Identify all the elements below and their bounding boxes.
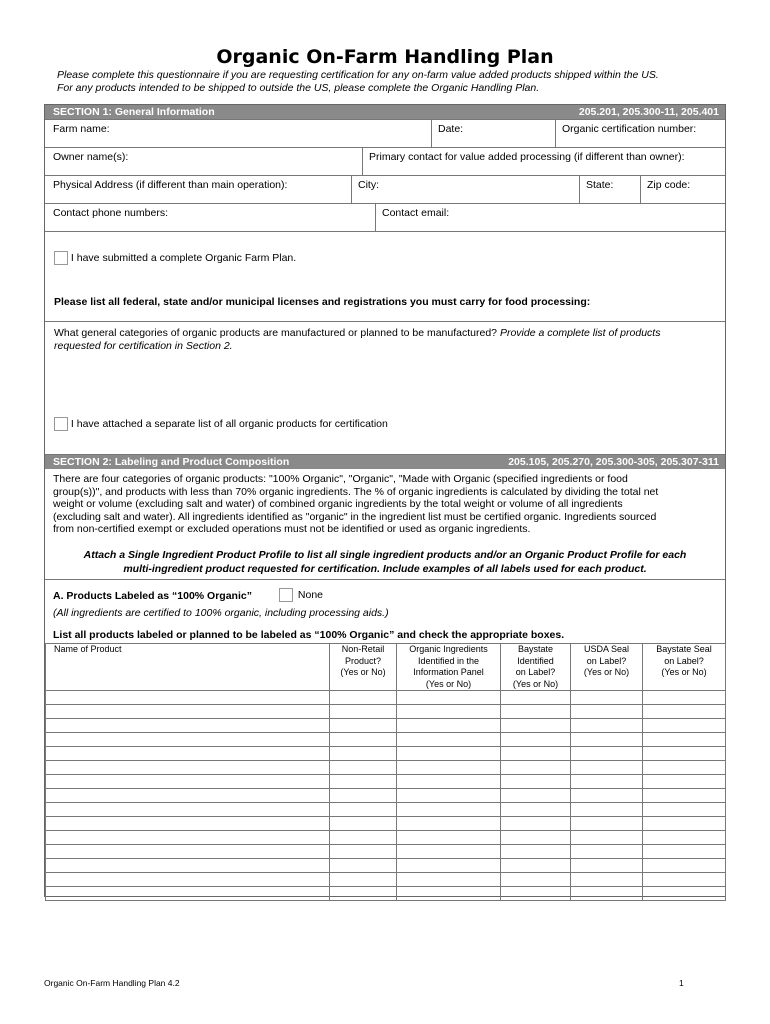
col-baystate-seal: Baystate Seal on Label? (Yes or No) [643, 644, 726, 691]
table-cell[interactable] [397, 691, 501, 705]
table-cell[interactable] [397, 747, 501, 761]
table-row [46, 705, 726, 719]
physical-address-field[interactable]: Physical Address (if different than main operation): [53, 179, 288, 191]
table-cell[interactable] [397, 859, 501, 873]
table-row [46, 719, 726, 733]
separate-list-checkbox[interactable] [54, 417, 68, 431]
table-cell[interactable] [571, 789, 643, 803]
row-address [45, 175, 725, 203]
table-cell[interactable] [501, 831, 571, 845]
table-cell[interactable] [330, 761, 397, 775]
table-cell[interactable] [330, 775, 397, 789]
table-cell[interactable] [571, 775, 643, 789]
section1-title: SECTION 1: General Information [53, 106, 215, 118]
intro-line-1: Please complete this questionnaire if you are requesting certification for any on-farm value added products shipped within the US. [57, 69, 659, 81]
table-row [46, 691, 726, 705]
table-row [46, 733, 726, 747]
table-cell[interactable] [46, 789, 330, 803]
table-row [46, 761, 726, 775]
row-owner [45, 147, 725, 175]
table-cell[interactable] [571, 803, 643, 817]
email-cell[interactable] [375, 204, 725, 231]
table-cell[interactable] [643, 775, 726, 789]
part-a-note: (All ingredients are certified to 100% organic, including processing aids.) [53, 607, 389, 619]
table-cell[interactable] [330, 719, 397, 733]
table-cell[interactable] [330, 705, 397, 719]
table-cell[interactable] [643, 873, 726, 887]
table-cell[interactable] [46, 719, 330, 733]
city-label: City: [358, 179, 379, 191]
table-cell[interactable] [571, 873, 643, 887]
section2-header [45, 454, 725, 469]
para-line-2: group(s))", and products with less than 70% organic ingredients. The % of organic ingredients is calculated by dividing the total net [53, 485, 659, 498]
section2-title: SECTION 2: Labeling and Product Composition [53, 456, 290, 468]
table-cell[interactable] [501, 733, 571, 747]
table-row [46, 775, 726, 789]
table-cell[interactable] [571, 733, 643, 747]
col-usda-seal: USDA Seal on Label? (Yes or No) [571, 644, 643, 691]
row-licenses [45, 231, 725, 321]
table-cell[interactable] [501, 845, 571, 859]
table-cell[interactable] [571, 719, 643, 733]
attach-instructions [45, 548, 725, 576]
list-instructions: List all products labeled or planned to be labeled as “100% Organic” and check the appropriate boxes. [53, 629, 565, 641]
page-title: Organic On-Farm Handling Plan [216, 46, 554, 68]
table-cell[interactable] [330, 789, 397, 803]
table-cell[interactable] [46, 691, 330, 705]
table-cell[interactable] [397, 817, 501, 831]
table-cell[interactable] [643, 817, 726, 831]
table-cell[interactable] [643, 789, 726, 803]
table-cell[interactable] [501, 761, 571, 775]
part-a-title: A. Products Labeled as “100% Organic” [53, 590, 252, 602]
products-table [45, 643, 726, 901]
farm-plan-checkbox-group [54, 251, 296, 265]
table-cell[interactable] [330, 747, 397, 761]
section2-intro [45, 469, 725, 579]
separate-list-label: I have attached a separate list of all organic products for certification [70, 417, 388, 430]
farm-name-field[interactable]: Farm name: [53, 123, 110, 135]
owner-names-field[interactable]: Owner name(s): [53, 151, 129, 163]
none-checkbox[interactable] [279, 588, 293, 602]
table-cell[interactable] [46, 761, 330, 775]
table-cell[interactable] [643, 859, 726, 873]
table-cell[interactable] [643, 761, 726, 775]
row-categories [45, 321, 725, 454]
table-cell[interactable] [46, 775, 330, 789]
table-cell[interactable] [501, 705, 571, 719]
farm-plan-label: I have submitted a complete Organic Farm Plan. [70, 251, 297, 264]
table-cell[interactable] [643, 733, 726, 747]
none-checkbox-group [279, 588, 323, 602]
table-row [46, 887, 726, 901]
state-label: State: [586, 179, 614, 191]
products-table-wrap [45, 643, 725, 896]
table-cell[interactable] [397, 845, 501, 859]
table-cell[interactable] [330, 845, 397, 859]
table-row [46, 803, 726, 817]
col-name-of-product: Name of Product [46, 644, 330, 691]
footer-doc-name: Organic On-Farm Handling Plan 4.2 [44, 978, 180, 988]
section2-refs: 205.105, 205.270, 205.300-305, 205.307-311 [508, 456, 719, 468]
categories-question-italic-2: requested for certification in Section 2. [54, 339, 233, 352]
table-cell[interactable] [330, 733, 397, 747]
attach-line-2: multi-ingredient product requested for certification. Include examples of all labels used for each product. [123, 563, 647, 575]
row-farm-name [45, 119, 725, 147]
table-cell[interactable] [501, 775, 571, 789]
table-cell[interactable] [330, 803, 397, 817]
table-cell[interactable] [501, 817, 571, 831]
table-cell[interactable] [397, 705, 501, 719]
col-organic-ingredients: Organic Ingredients Identified in the Information Panel (Yes or No) [397, 644, 501, 691]
table-row [46, 831, 726, 845]
table-cell[interactable] [501, 691, 571, 705]
table-cell[interactable] [330, 873, 397, 887]
table-cell[interactable] [330, 887, 397, 901]
attach-line-1: Attach a Single Ingredient Product Profile to list all single ingredient products and/or an Organic Product Profile for each [83, 549, 687, 561]
table-cell[interactable] [397, 761, 501, 775]
table-cell[interactable] [501, 887, 571, 901]
table-cell[interactable] [46, 845, 330, 859]
table-cell[interactable] [397, 719, 501, 733]
licenses-prompt: Please list all federal, state and/or municipal licenses and registrations you must carry for food processing: [54, 296, 591, 308]
part-a [45, 579, 725, 643]
table-cell[interactable] [501, 747, 571, 761]
primary-contact-label: Primary contact for value added processing (if different than owner): [369, 151, 685, 163]
table-cell[interactable] [397, 789, 501, 803]
table-cell[interactable] [46, 747, 330, 761]
city-cell[interactable] [351, 176, 579, 203]
table-cell[interactable] [643, 747, 726, 761]
form-frame [44, 104, 726, 897]
email-label: Contact email: [382, 207, 450, 219]
table-row [46, 817, 726, 831]
para-line-1: There are four categories of organic products: "100% Organic", "Organic", "Made with Organic (specified ingredients or food [53, 473, 628, 485]
table-row [46, 789, 726, 803]
table-cell[interactable] [397, 873, 501, 887]
section1-header [45, 105, 725, 119]
row-contact [45, 203, 725, 231]
table-cell[interactable] [643, 803, 726, 817]
table-cell[interactable] [643, 845, 726, 859]
table-cell[interactable] [330, 831, 397, 845]
table-header-row [46, 644, 726, 691]
farm-plan-checkbox[interactable] [54, 251, 68, 265]
table-cell[interactable] [643, 691, 726, 705]
table-cell[interactable] [501, 859, 571, 873]
categories-question[interactable] [54, 327, 719, 352]
table-cell[interactable] [397, 775, 501, 789]
col-baystate-identified: Baystate Identified on Label? (Yes or No) [501, 644, 571, 691]
table-cell[interactable] [571, 747, 643, 761]
table-cell[interactable] [501, 803, 571, 817]
table-cell[interactable] [397, 803, 501, 817]
state-cell[interactable] [579, 176, 640, 203]
para-line-5: from non-certified exempt or excluded operations must not be identified or used as organic ingredients. [53, 523, 531, 535]
separate-list-checkbox-group [54, 417, 388, 431]
table-cell[interactable] [397, 831, 501, 845]
table-cell[interactable] [397, 733, 501, 747]
table-cell[interactable] [330, 691, 397, 705]
table-row [46, 859, 726, 873]
none-label: None [297, 588, 324, 601]
table-cell[interactable] [571, 817, 643, 831]
categories-question-text: What general categories of organic products are manufactured or planned to be manufactured? [54, 327, 498, 339]
table-cell[interactable] [571, 705, 643, 719]
table-cell[interactable] [46, 859, 330, 873]
cert-number-label: Organic certification number: [562, 123, 697, 135]
phone-field[interactable]: Contact phone numbers: [53, 207, 168, 219]
categories-question-italic: Provide a complete list of products [499, 327, 661, 339]
para-line-3: weight or volume (excluding salt and water) of combined organic ingredients by the total weight or volume of all ingredients [53, 498, 623, 510]
table-cell[interactable] [46, 705, 330, 719]
zip-label: Zip code: [647, 179, 691, 191]
table-cell[interactable] [501, 789, 571, 803]
primary-contact-cell[interactable] [362, 148, 725, 175]
para-line-4: (excluding salt and water). All ingredients identified as "organic" in the ingredient list must be certified organic. Ingredients sourced [53, 510, 657, 523]
cert-number-cell[interactable] [555, 120, 725, 147]
table-cell[interactable] [571, 887, 643, 901]
table-cell[interactable] [643, 887, 726, 901]
table-row [46, 845, 726, 859]
table-cell[interactable] [571, 831, 643, 845]
table-cell[interactable] [397, 887, 501, 901]
section1-refs: 205.201, 205.300-11, 205.401 [578, 106, 719, 118]
table-cell[interactable] [643, 705, 726, 719]
table-cell[interactable] [571, 859, 643, 873]
table-cell[interactable] [46, 873, 330, 887]
date-cell[interactable] [431, 120, 555, 147]
table-cell[interactable] [46, 803, 330, 817]
footer-page-number: 1 [679, 978, 684, 988]
categories-paragraph [53, 473, 721, 536]
table-cell[interactable] [571, 691, 643, 705]
col-non-retail: Non-Retail Product? (Yes or No) [330, 644, 397, 691]
table-cell[interactable] [46, 817, 330, 831]
date-label: Date: [438, 123, 464, 135]
intro-text [57, 69, 659, 95]
table-cell[interactable] [501, 719, 571, 733]
table-cell[interactable] [643, 831, 726, 845]
table-cell[interactable] [46, 887, 330, 901]
table-cell[interactable] [46, 831, 330, 845]
zip-cell[interactable] [640, 176, 725, 203]
intro-line-2: For any products intended to be shipped to outside the US, please complete the Organic Handling Plan. [57, 82, 540, 94]
table-cell[interactable] [330, 859, 397, 873]
table-row [46, 873, 726, 887]
table-cell[interactable] [571, 761, 643, 775]
table-cell[interactable] [571, 845, 643, 859]
table-cell[interactable] [46, 733, 330, 747]
table-cell[interactable] [330, 817, 397, 831]
table-row [46, 747, 726, 761]
table-cell[interactable] [501, 873, 571, 887]
table-cell[interactable] [643, 719, 726, 733]
